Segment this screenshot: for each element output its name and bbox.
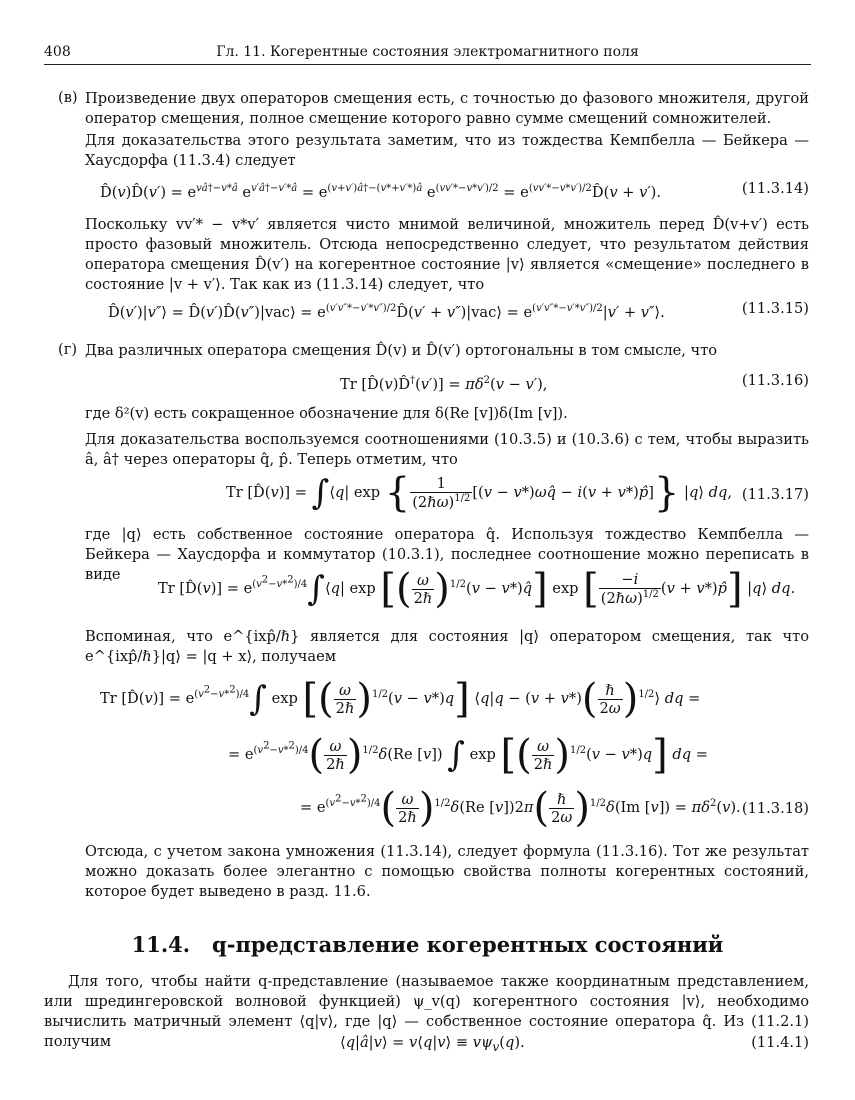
item-label-g: (г) (58, 341, 78, 358)
equation-11-3-18-line2: = $e^{(v^2-v*^2)/4}$( $\frac{\omega}{\text{2ℏ}}$ )$^{1/2}$δ(Re [v]) ∫ exp [( $\frac{\omega}{\text{2ℏ}}$ )$^{1/2}$(v − v*)q] dq = (228, 732, 708, 778)
equation-11-3-18-line1: Tr [D̂(v)] = $e^{(v^2-v*^2)/4}\int$ exp [( $\frac{\omega}{\text{2ℏ}}$ )$^{1/2}$(v − v*)q] ⟨q|q − (v + v*)( $\frac{\text{ℏ}}{2\omega}$ )$^{1/2}$⟩ dq = (100, 676, 701, 722)
equation-number-11-3-18: (11.3.18) (741, 800, 809, 817)
item-g-delta-definition: где δ²(v) есть сокращенное обозначение для δ(Re [v])δ(Im [v]). (85, 405, 568, 422)
item-v-statement: Произведение двух операторов смещения есть, с точностью до фазового множителя, другой оператор смещения, полное смещение которого равно сумме смещений сомножителей. (85, 90, 809, 127)
item-label-v: (в) (58, 89, 78, 106)
running-header (44, 44, 811, 65)
equation-number-11-3-15: (11.3.15) (741, 300, 809, 317)
section-number: 11.4. (131, 932, 191, 957)
section-title: q-представление когерентных состояний (212, 932, 724, 957)
equation-number-11-3-17: (11.3.17) (741, 486, 809, 503)
item-v-proof-intro: Для доказательства этого результата заметим, что из тождества Кемпбелла — Бейкера — Хаусдорфа (11.3.4) следует (85, 132, 809, 169)
section-intro-paragraph: Для того, чтобы найти q-представление (называемое также координатным представлением, или шредингеровской волновой функцией) ψ_v(q) когерентного состояния |v⟩, необходимо вычислить матричный элемент ⟨q|v⟩, где |q⟩ — собственное состояние оператора q̂. Из (11.2.1) получим (44, 973, 809, 1050)
item-g-paragraph-shift: Вспоминая, что e^{ixp̂/ℏ} является для состояния |q⟩ оператором смещения, так что e^{ixp̂/ℏ}|q⟩ = |q + x⟩, получаем (85, 628, 809, 665)
equation-11-3-18-line3: = $e^{(v^2-v*^2)/4}$( $\frac{\omega}{\text{2ℏ}}$ )$^{1/2}$δ(Re [v])2π( $\frac{\text{ℏ}}{2\omega}$ )$^{1/2}$δ(Im $[v]) = \pi\delta^2(v)$. (300, 785, 741, 831)
equation-11-4-1: ⟨q|â|v⟩ = v⟨q|v⟩ ≡ $v\psi_v(q)$. (340, 1034, 525, 1054)
item-v-paragraph: Поскольку vv′* − v*v′ является чисто мнимой величиной, множитель перед D̂(v+v′) есть просто фазовый множитель. Отсюда непосредственно следует, что результатом действия оператора смещения D̂(v′) на когерентное состояние |v⟩ является «смещение» последнего в состояние |v + v′⟩. Так как из (11.3.14) следует, что (85, 216, 809, 293)
item-g-conclusion: Отсюда, с учетом закона умножения (11.3.14), следует формула (11.3.16). Тот же результат можно доказать более элегантно с помощью свойства полноты когерентных состояний, которое будет выведено в разд. 11.6. (85, 843, 809, 900)
item-g-statement: Два различных оператора смещения D̂(v) и D̂(v′) ортогональны в том смысле, что (85, 342, 718, 359)
equation-number-11-4-1: (11.4.1) (751, 1034, 809, 1051)
equation-11-3-15: D̂(v′)|v″⟩ = D̂(v′)D̂(v″)|vac⟩ = $e^{(v'v''*-v'*v'')/2}D̂(v'$ + v″)|vac⟩ = $e^{(v'v''*-v'*v'')/2}|v'$ + v″⟩. (108, 303, 665, 321)
equation-number-11-3-16: (11.3.16) (741, 372, 809, 389)
page-number: 408 (44, 44, 71, 60)
item-g-paragraph-cbh: где |q⟩ есть собственное состояние оператора q̂. Используя тождество Кемпбелла — Бейкера — Хаусдорфа и коммутатор (10.3.1), последнее соотношение можно переписать в виде (85, 526, 809, 583)
equation-trace-rewritten: Tr [D̂(v)] = $e^{(v^2-v*^2)/4}\int⟨q|$ exp [( $\frac{\omega}{\text{2ℏ}}$ )$^{1/2}$(v − v*)q̂] exp [ $\frac{-i}{(2\hbar\omega)^{1/2}}$ (v + v*)p̂] |q⟩ dq. (158, 566, 796, 612)
equation-number-11-3-14: (11.3.14) (741, 180, 809, 197)
equation-11-3-14: D̂(v)D̂(v′) = $e^{vâ\dagger-v*â}$ $e^{v'â\dagger-v'*â} = e^{(v+v')â\dagger-(v*+v'*)â}$ $e^{(vv'*-v*v')/2}$ = $e^{(vv'*-v*v')/2}D̂(v + v')$. (100, 183, 661, 201)
section-heading (0, 932, 855, 957)
equation-11-3-17: Tr [D̂(v)] = ∫⟨q| exp { $\frac{1}{(2\hbar\omega)^{1/2}}$ [(v − v*)ωq̂ − i(v + v*)p̂]} |q⟩ dq, (226, 470, 732, 516)
item-g-proof-intro: Для доказательства воспользуемся соотношениями (10.3.5) и (10.3.6) с тем, чтобы выразить â, â† через операторы q̂, p̂. Теперь отметим, что (85, 431, 809, 468)
running-title: Гл. 11. Когерентные состояния электромагнитного поля (216, 44, 639, 60)
equation-11-3-16: Tr [D̂(v)D̂†(v′)] = $\pi\delta^2(v - v')$, (340, 375, 548, 393)
